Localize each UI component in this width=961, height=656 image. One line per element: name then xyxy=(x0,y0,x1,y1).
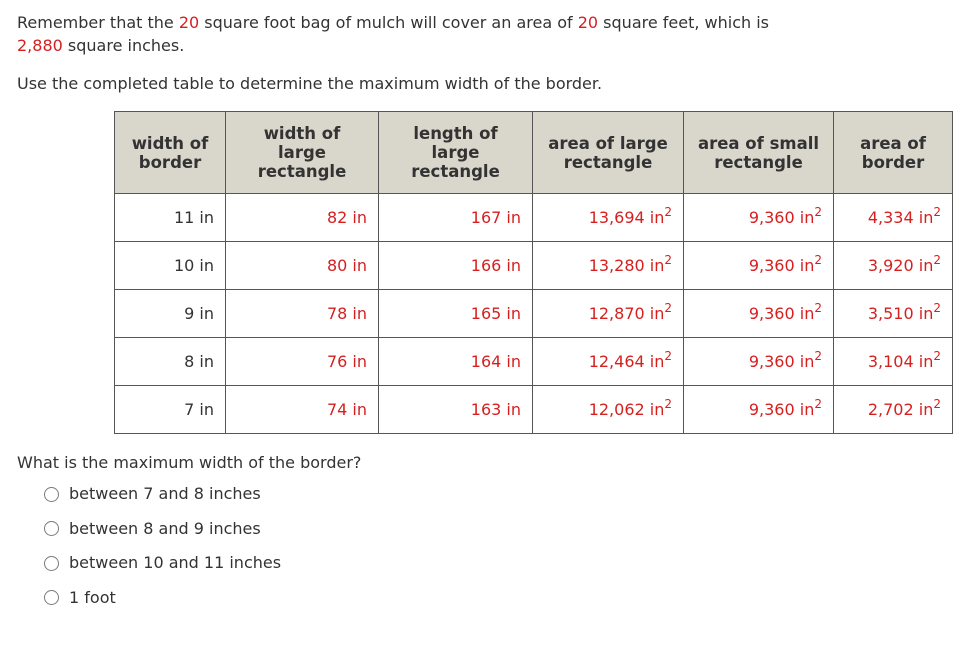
option-label: between 10 and 11 inches xyxy=(69,553,282,572)
header-width-of-border: width of border xyxy=(115,112,226,194)
cell-large-length: 164 in xyxy=(379,338,533,386)
header-area-of-border: area of border xyxy=(834,112,953,194)
cell-area-small: 9,360 $in^2$ xyxy=(684,290,834,338)
table-row xyxy=(115,386,953,434)
cell-large-length: 165 in xyxy=(379,290,533,338)
intro-text: square inches. xyxy=(62,36,185,55)
cell-large-width: 74 in xyxy=(226,386,379,434)
cell-area-border: 4,334 $in^2$ xyxy=(834,194,953,242)
cell-area-large: 12,870 $in^2$ xyxy=(533,290,684,338)
option-7-8-inches[interactable] xyxy=(44,484,281,504)
table-row xyxy=(115,290,953,338)
option-label: 1 foot xyxy=(69,587,116,607)
instruction-text: Use the completed table to determine the maximum width of the border. xyxy=(17,74,603,93)
intro-text: Remember that the xyxy=(17,13,179,32)
answer-options xyxy=(44,484,281,622)
cell-border-width: 7 in xyxy=(115,386,226,434)
table-row xyxy=(115,194,953,242)
question-text: What is the maximum width of the border? xyxy=(17,453,362,472)
cell-area-large: 12,464 $in^2$ xyxy=(533,338,684,386)
option-8-9-inches[interactable] xyxy=(44,519,281,539)
cell-large-length: 167 in xyxy=(379,194,533,242)
cell-large-width: 76 in xyxy=(226,338,379,386)
header-area-of-small-rectangle: area of small rectangle xyxy=(684,112,834,194)
table-header-row xyxy=(115,112,953,194)
cell-area-small: 9,360 $in^2$ xyxy=(684,386,834,434)
radio-button[interactable] xyxy=(44,556,59,571)
header-area-of-large-rectangle: area of large rectangle xyxy=(533,112,684,194)
radio-button[interactable] xyxy=(44,521,59,536)
cover-area-value: 20 xyxy=(577,13,599,32)
option-1-foot[interactable] xyxy=(44,588,281,608)
cell-area-border: 3,104 $in^2$ xyxy=(834,338,953,386)
table-row xyxy=(115,338,953,386)
cell-border-width: 9 in xyxy=(115,290,226,338)
cell-border-width: 11 in xyxy=(115,194,226,242)
cell-area-small: 9,360 $in^2$ xyxy=(684,338,834,386)
cell-area-small: 9,360 $in^2$ xyxy=(684,194,834,242)
option-label: between 7 and 8 inches xyxy=(69,484,261,503)
square-inches-value: 2,880 xyxy=(17,36,63,55)
intro-paragraph xyxy=(17,11,817,57)
cell-area-large: 12,062 $in^2$ xyxy=(533,386,684,434)
cell-area-border: 3,920 $in^2$ xyxy=(834,242,953,290)
cell-large-width: 82 in xyxy=(226,194,379,242)
radio-button[interactable] xyxy=(44,487,59,502)
cell-area-large: 13,280 $in^2$ xyxy=(533,242,684,290)
cell-large-length: 163 in xyxy=(379,386,533,434)
header-length-of-large-rectangle: length of large rectangle xyxy=(379,112,533,194)
table-row xyxy=(115,242,953,290)
cell-area-large: 13,694 $in^2$ xyxy=(533,194,684,242)
intro-text: square foot bag of mulch will cover an area of xyxy=(199,13,578,32)
option-label: between 8 and 9 inches xyxy=(69,518,261,538)
radio-button[interactable] xyxy=(44,590,59,605)
cell-border-width: 10 in xyxy=(115,242,226,290)
border-table xyxy=(114,111,953,434)
option-10-11-inches[interactable] xyxy=(44,553,281,573)
header-width-of-large-rectangle: width of large rectangle xyxy=(226,112,379,194)
cell-large-width: 78 in xyxy=(226,290,379,338)
cell-area-small: 9,360 $in^2$ xyxy=(684,242,834,290)
cell-border-width: 8 in xyxy=(115,338,226,386)
cell-area-border: 3,510 $in^2$ xyxy=(834,290,953,338)
cell-large-width: 80 in xyxy=(226,242,379,290)
cell-area-border: 2,702 $in^2$ xyxy=(834,386,953,434)
bag-size-value: 20 xyxy=(178,13,200,32)
cell-large-length: 166 in xyxy=(379,242,533,290)
intro-text: square feet, which is xyxy=(598,13,770,32)
